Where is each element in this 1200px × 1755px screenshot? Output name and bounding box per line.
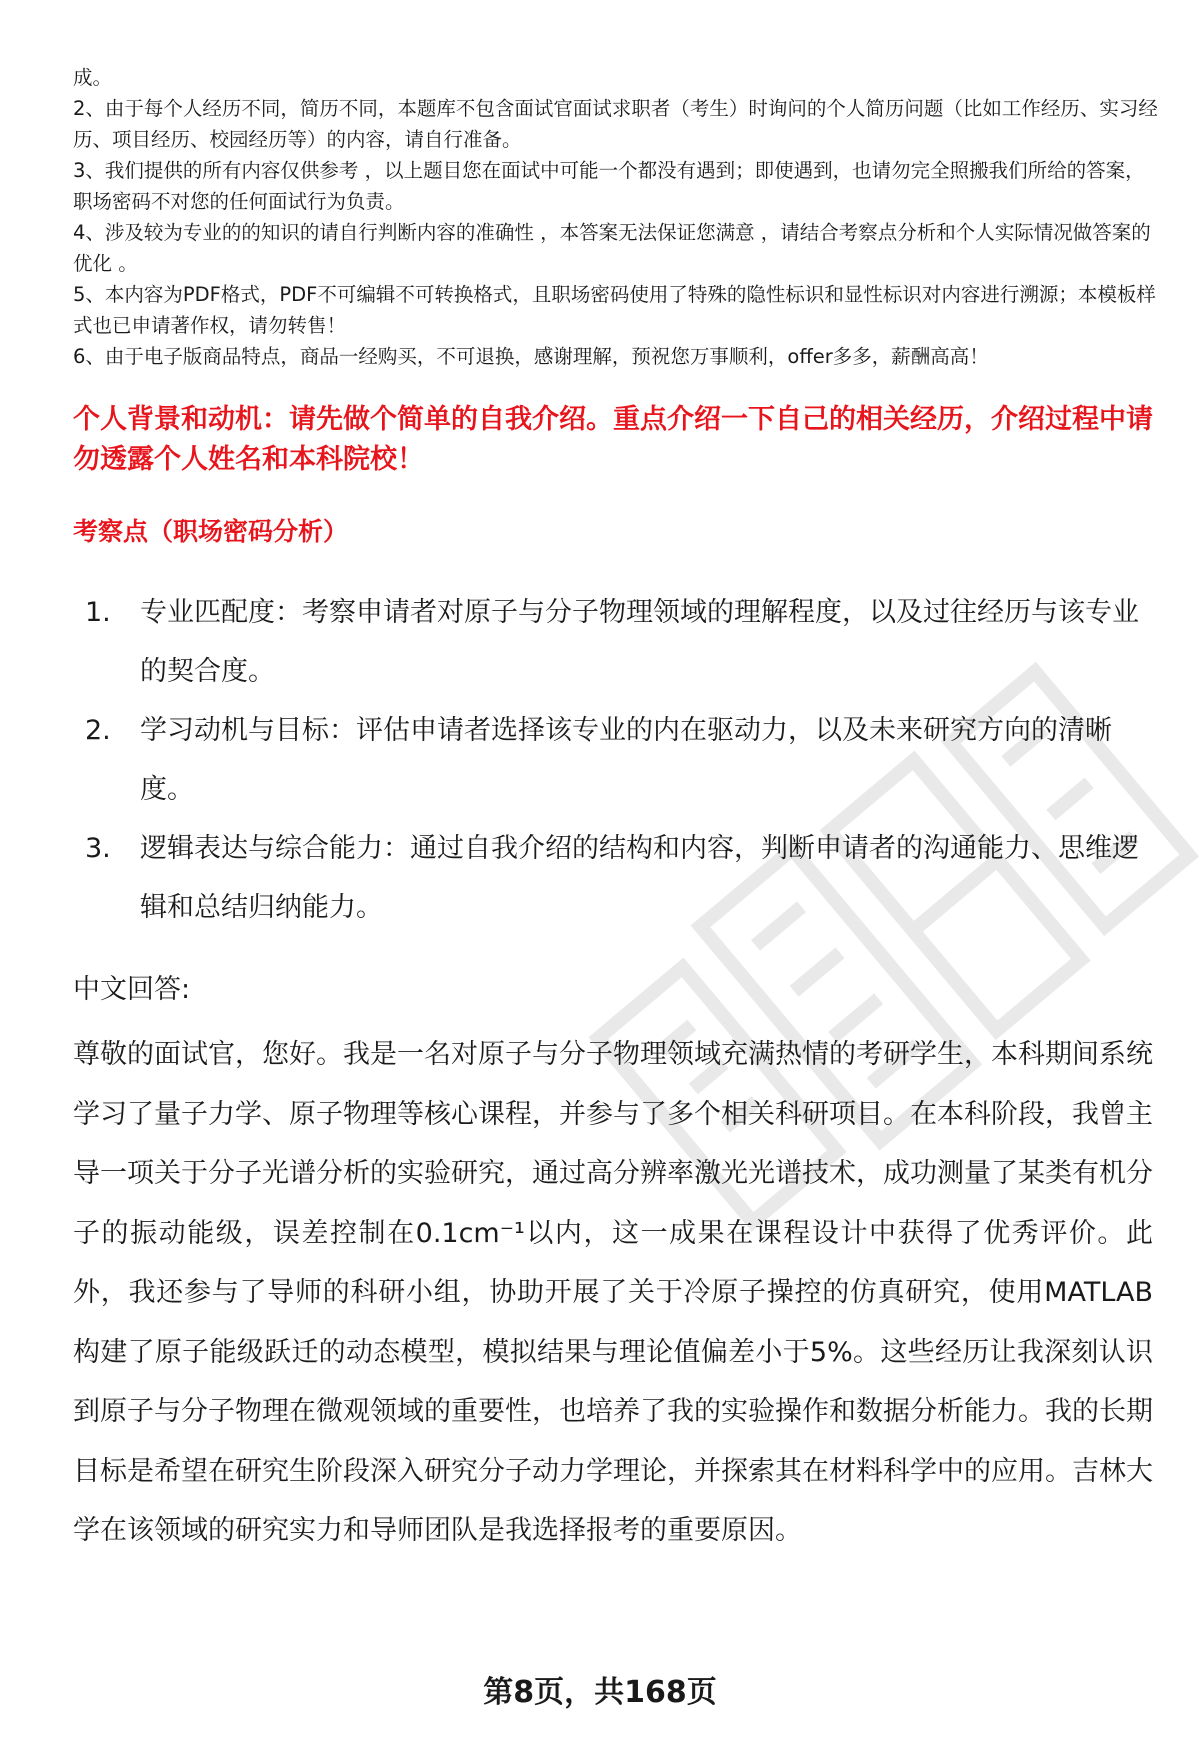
note-line: 4、涉及较为专业的的知识的请自行判断内容的准确性 ，本答案无法保证您满意 ，请结合考察点分析和个人实际情况做答案的优化 。 [73, 221, 1151, 275]
answer-paragraph: 尊敬的面试官，您好。我是一名对原子与分子物理领域充满热情的考研学生，本科期间系统学习了量子力学、原子物理等核心课程，并参与了多个相关科研项目。在本科阶段，我曾主导一项关于分子光谱分析的实验研究，通过高分辨率激光光谱技术，成功测量了某类有机分子的振动能级，误差控制在0.1cm⁻¹以内，这一成果在课程设计中获得了优秀评价。此外，我还参与了导师的科研小组，协助开展了关于冷原子操控的仿真研究，使用MATLAB构建了原子能级跃迁的动态模型，模拟结果与理论值偏差小于5%。这些经历让我深刻认识到原子与分子物理在微观领域的重要性，也培养了我的实验操作和数据分析能力。我的长期目标是希望在研究生阶段深入研究分子动力学理论，并探索其在材料科学中的应用。吉林大学在该领域的研究实力和导师团队是我选择报考的重要原因。 [73, 1039, 1153, 1546]
points-heading: 考察点（职场密码分析） [73, 517, 349, 546]
list-item-text: 学习动机与目标：评估申请者选择该专业的内在驱动力，以及未来研究方向的清晰度。 [140, 715, 1112, 805]
notes-section [73, 62, 1158, 372]
list-item [73, 583, 1153, 701]
list-item [73, 819, 1153, 937]
question-heading: 个人背景和动机：请先做个简单的自我介绍。重点介绍一下自己的相关经历，介绍过程中请勿透露个人姓名和本科院校！ [73, 404, 1153, 475]
page-number: 第8页，共168页 [483, 1675, 717, 1710]
note-line: 成。 [73, 66, 113, 89]
list-item-number: 3. [85, 833, 111, 864]
list-item-number: 2. [85, 715, 111, 746]
note-line: 2、由于每个人经历不同，简历不同，本题库不包含面试官面试求职者（考生）时询问的个人简历问题（比如工作经历、实习经历、项目经历、校园经历等）的内容，请自行准备。 [73, 97, 1158, 151]
answer-label: 中文回答: [73, 974, 191, 1005]
list-item-text: 专业匹配度：考察申请者对原子与分子物理领域的理解程度，以及过往经历与该专业的契合度。 [140, 597, 1139, 687]
note-line: 3、我们提供的所有内容仅供参考 ，以上题目您在面试中可能一个都没有遇到；即使遇到，也请勿完全照搬我们所给的答案，职场密码不对您的任何面试行为负责。 [73, 159, 1145, 213]
points-list [73, 583, 1153, 937]
list-item-text: 逻辑表达与综合能力：通过自我介绍的结构和内容，判断申请者的沟通能力、思维逻辑和总结归纳能力。 [140, 833, 1139, 923]
list-item [73, 701, 1153, 819]
note-line: 6、由于电子版商品特点，商品一经购买，不可退换，感谢理解，预祝您万事顺利，offer多多，薪酬高高！ [73, 345, 989, 368]
list-item-number: 1. [85, 597, 111, 628]
note-line: 5、本内容为PDF格式，PDF不可编辑不可转换格式，且职场密码使用了特殊的隐性标识和显性标识对内容进行溯源；本模板样式也已申请著作权，请勿转售！ [73, 283, 1156, 337]
